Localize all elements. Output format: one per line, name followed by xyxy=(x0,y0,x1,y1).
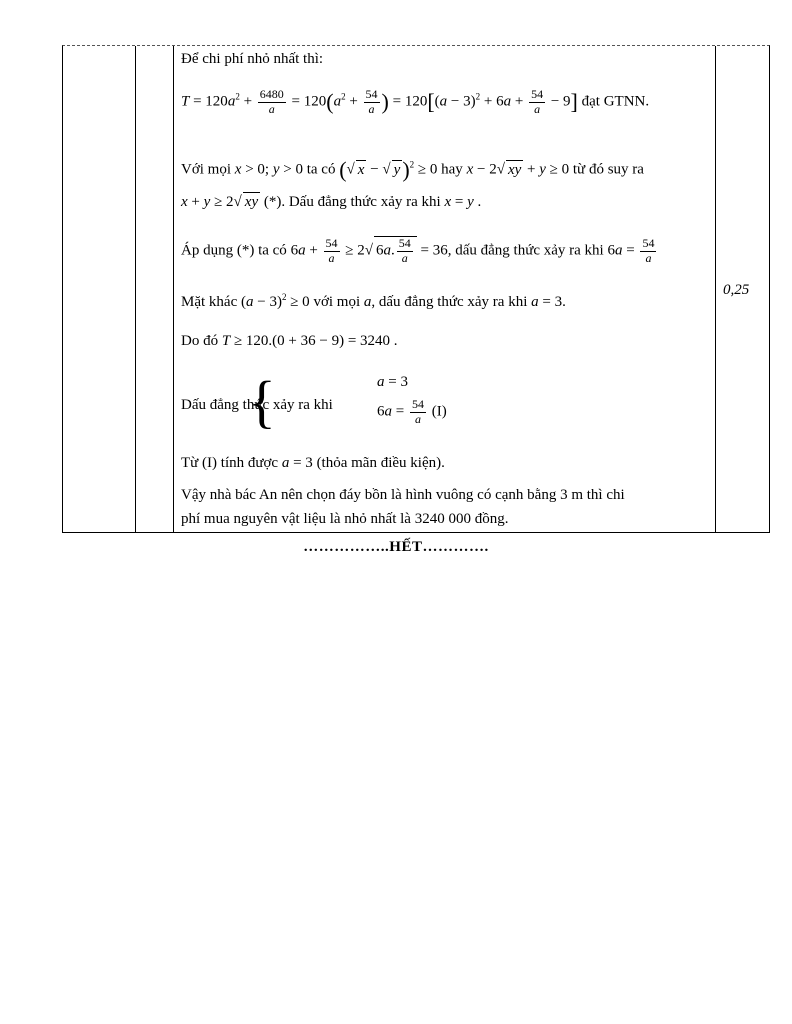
text-fragment: Áp dụng (*) ta có xyxy=(181,242,287,259)
text-fragment: với mọi xyxy=(313,294,361,310)
text-fragment: , dấu đẳng thức xảy ra khi xyxy=(447,242,604,259)
text-fragment: phí mua nguyên vật liệu là nhỏ nhất là xyxy=(181,511,411,527)
line-inequality: Với mọi x > 0; y > 0 ta có (√ x − √ y)$^2$ ≥ 0 hay x − 2√ xy + y ≥ 0 từ đó suy ra xyxy=(181,157,644,182)
cost-value: 3240 000 xyxy=(414,511,471,527)
end-marker: ……………..HẾT…………. xyxy=(303,539,489,555)
text-fragment: (I) xyxy=(431,403,447,420)
line-other: Mặt khác $(a - 3)^2 \ge 0$ với mọi a, dấu đẳng thức xảy ra khi a = 3. xyxy=(181,292,566,310)
text-fragment: từ đó suy ra xyxy=(572,161,644,178)
answer-table xyxy=(62,45,770,533)
text-fragment: hay xyxy=(441,161,463,178)
column-divider xyxy=(715,46,716,532)
text-fragment: Từ (I) tính được xyxy=(181,455,279,471)
text-fragment: Với mọi xyxy=(181,161,232,178)
line-result: Từ (I) tính được a = 3 (thỏa mãn điều kiện). xyxy=(181,455,445,471)
column-divider xyxy=(135,46,136,532)
line-amgm: x + y ≥ 2√ xy (*). Dấu đẳng thức xảy ra khi x = y . xyxy=(181,192,481,213)
score-value: 0,25 xyxy=(723,282,750,298)
line-conclusion-2 xyxy=(181,510,508,530)
system-eq-2: 6a = $\frac{54}{a}$ (I) xyxy=(377,397,447,426)
text-fragment: ta có xyxy=(306,161,336,178)
formula-T: $T = 120a^2$ + $\frac{6480}{a}$ = $120(a^2$ + $\frac{54}{a}$ ) = $120[(a - 3)^2 + 6a$ + $\frac{54}{a}$ − 9] đạt GTNN. xyxy=(181,87,650,116)
line-apply: Áp dụng (*) ta có 6a + $\frac{54}{a}$ ≥ 2√ 6a. $\frac{54}{a}$ = 36, dấu đẳng thức xảy ra khi 6a = $\frac{54}{a}$ xyxy=(181,236,655,265)
line-therefore: Do đó T ≥ 120.(0 + 36 − 9) = 3240 . xyxy=(181,333,398,349)
line-equality-label: Dấu đẳng thức xảy ra khi xyxy=(181,397,333,413)
column-divider xyxy=(173,46,174,532)
line-intro: Để chi phí nhỏ nhất thì: xyxy=(181,51,324,67)
text-fragment: (thỏa mãn điều kiện). xyxy=(316,455,445,471)
line-conclusion: Vậy nhà bác An nên chọn đáy bồn là hình vuông có cạnh bằng 3 m thì chi xyxy=(181,487,625,503)
text-fragment: (*). Dấu đẳng thức xảy ra khi xyxy=(263,194,441,210)
text-fragment: đồng. xyxy=(474,511,509,527)
system-eq-1: a = 3 xyxy=(377,374,408,390)
text-fragment: , dấu đẳng thức xảy ra khi xyxy=(371,294,528,310)
text-fragment: Do đó xyxy=(181,333,219,349)
text-fragment: Mặt khác xyxy=(181,294,238,310)
formula-T-tail: đạt GTNN. xyxy=(581,93,650,110)
system-brace: { xyxy=(248,369,276,434)
